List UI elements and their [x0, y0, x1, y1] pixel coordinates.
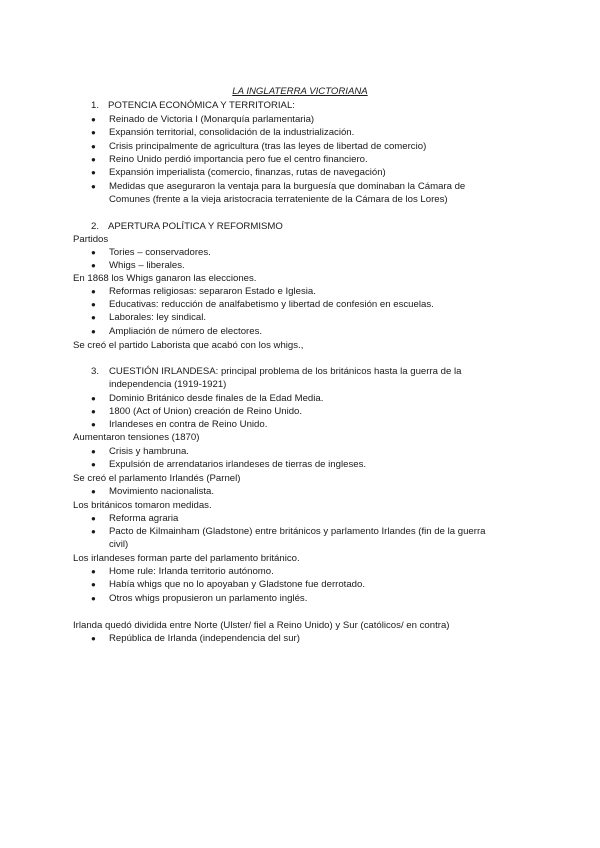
- paragraph: En 1868 los Whigs ganaron las elecciones.: [73, 273, 257, 284]
- bullet-icon: ●: [91, 115, 96, 124]
- document-page: LA INGLATERRA VICTORIANA 1. POTENCIA ECONÓMICA Y TERRITORIAL: ● Reinado de Victoria I (Monarquía parlamentaria) ● Expansión territorial, consolidación de la industrialización. ● Crisis principalmente de agricultura (tras las leyes de libertad de comercio) ● Reino Unido perdió importancia pero fue el centro financiero. ● Expansión imperialista (comercio, finanzas, rutas de navegación) ● Medidas que aseguraron la ventaja para la burguesía que dominaban la Cámara de Comunes (frente a la vieja aristocracia terrateniente de la Cámara de los Lores) 2. APERTURA POLÍTICA Y REFORMISMO Partidos ● Tories – conservadores. ● Whigs – liberales. En 1868 los Whigs ganaron las elecciones. ● Reformas religiosas: separaron Estado e Iglesia. ● Educativas: reducción de analfabetismo y libertad de confesión en escuelas. ● Laborales: ley sindical. ● Ampliación de número de electores. Se creó el partido Laborista que acabó con los whigs., 3. CUESTIÓN IRLANDESA: principal problema de los británicos hasta la guerra de la independencia (1919-1921) ● Dominio Británico desde finales de la Edad Media. ● 1800 (Act of Union) creación de Reino Unido. ● Irlandeses en contra de Reino Unido. Aumentaron tensiones (1870) ● Crisis y hambruna. ● Expulsión de arrendatarios irlandeses de tierras de ingleses. Se creó el parlamento Irlandés (Parnel) ● Movimiento nacionalista. Los británicos tomaron medidas. ● Reforma agraria ● Pacto de Kilmainham (Gladstone) entre británicos y parlamento Irlandes (fin de la guerra civil) Los irlandeses forman parte del parlamento británico. ● Home rule: Irlanda territorio autónomo. ● Había whigs que no lo apoyaban y Gladstone fue derrotado. ● Otros whigs propusieron un parlamento inglés. Irlanda quedó dividida entre Norte (Ulster/ fiel a Reino Unido) y Sur (católicos/ en contra) ● República de Irlanda (independencia del sur): [0, 0, 600, 848]
- bullet-icon: ●: [91, 394, 96, 403]
- bullet-icon: ●: [91, 460, 96, 469]
- bullet-icon: ●: [91, 487, 96, 496]
- bullet-icon: ●: [91, 514, 96, 523]
- bullet-icon: ●: [91, 248, 96, 257]
- bullet-icon: ●: [91, 567, 96, 576]
- section-2-heading: 2. APERTURA POLÍTICA Y REFORMISMO: [91, 221, 283, 232]
- bullet-icon: ●: [91, 327, 96, 336]
- list-item-text: Medidas que aseguraron la ventaja para la burguesía que dominaban la Cámara de Comunes (frente a la vieja aristocracia terrateniente de la Cámara de los Lores): [109, 181, 466, 206]
- bullet-icon: ●: [91, 155, 96, 164]
- paragraph: Partidos: [73, 234, 109, 245]
- bullet-icon: ●: [91, 128, 96, 137]
- section-3-heading-text: CUESTIÓN IRLANDESA: principal problema de los británicos hasta la guerra de la independencia (1919-1921): [109, 366, 462, 391]
- bullet-icon: ●: [91, 300, 96, 309]
- bullet-icon: ●: [91, 182, 96, 191]
- list-item-text: Pacto de Kilmainham (Gladstone) entre británicos y parlamento Irlandes (fin de la guerra civil): [109, 526, 486, 551]
- bullet-icon: ●: [91, 447, 96, 456]
- bullet-icon: ●: [91, 407, 96, 416]
- paragraph: Se creó el parlamento Irlandés (Parnel): [73, 473, 241, 484]
- paragraph: Los irlandeses forman parte del parlamento británico.: [73, 553, 300, 564]
- paragraph: Irlanda quedó dividida entre Norte (Ulster/ fiel a Reino Unido) y Sur (católicos/ en contra): [73, 620, 450, 631]
- paragraph: Se creó el partido Laborista que acabó con los whigs.,: [73, 340, 304, 351]
- bullet-icon: ●: [91, 420, 96, 429]
- page-title: LA INGLATERRA VICTORIANA: [232, 86, 368, 97]
- bullet-icon: ●: [91, 527, 96, 536]
- bullet-icon: ●: [91, 168, 96, 177]
- bullet-icon: ●: [91, 634, 96, 643]
- section-1-heading: 1. POTENCIA ECONÓMICA Y TERRITORIAL:: [91, 100, 295, 111]
- bullet-icon: ●: [91, 594, 96, 603]
- bullet-icon: ●: [91, 287, 96, 296]
- paragraph: Los británicos tomaron medidas.: [73, 500, 212, 511]
- bullet-icon: ●: [91, 580, 96, 589]
- bullet-icon: ●: [91, 313, 96, 322]
- bullet-icon: ●: [91, 261, 96, 270]
- paragraph: Aumentaron tensiones (1870): [73, 432, 200, 443]
- bullet-icon: ●: [91, 142, 96, 151]
- section-3-heading: 3.: [91, 366, 100, 377]
